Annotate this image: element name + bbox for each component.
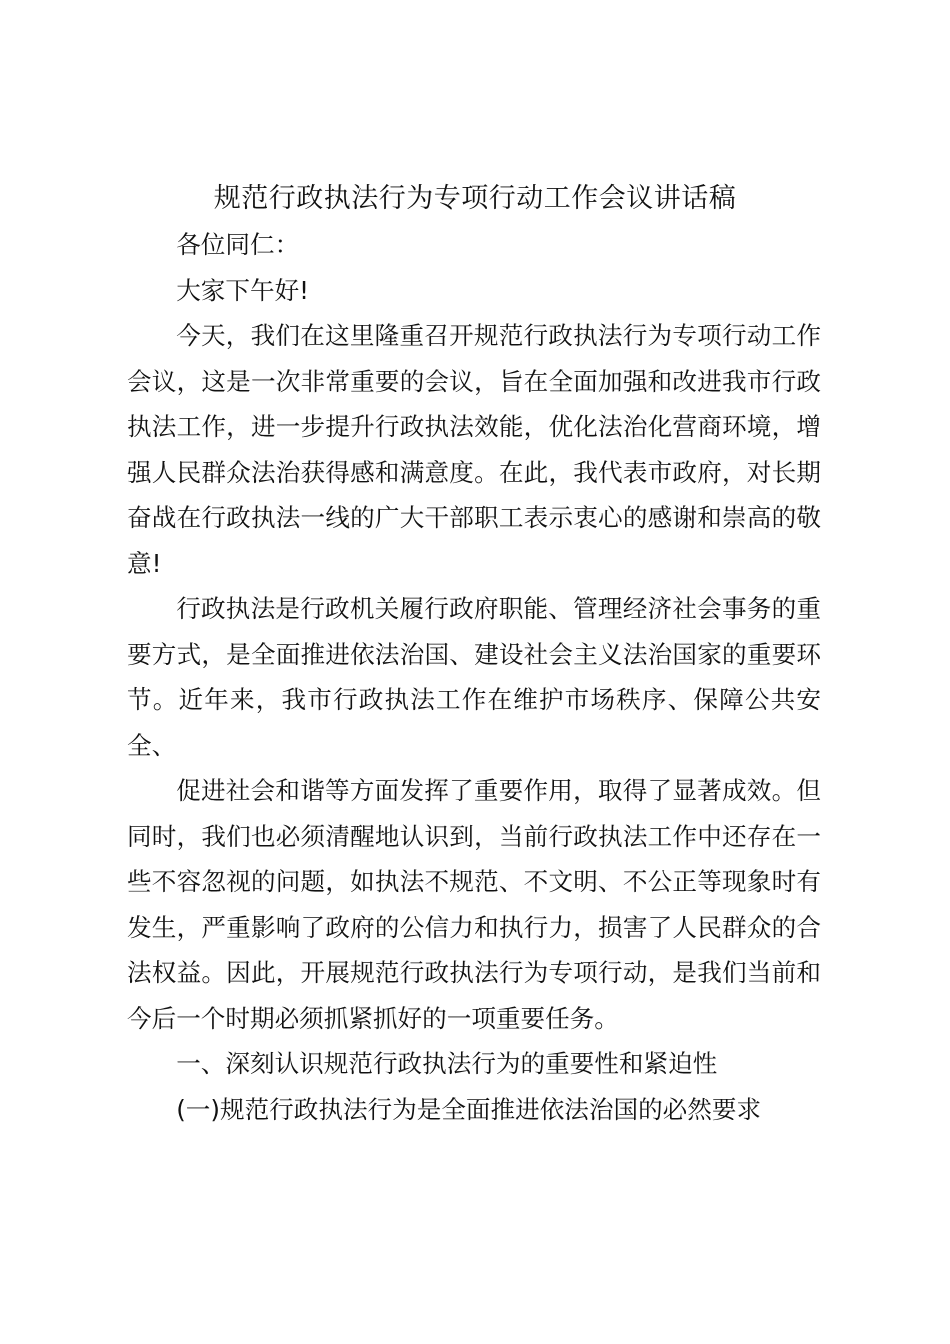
- salutation: 各位同仁：: [176, 230, 300, 259]
- paragraph-opening: 今天，我们在这里隆重召开规范行政执法行为专项行动工作会议，这是一次非常重要的会议，旨在全面加强和改进我市行政执法工作，进一步提升行政执法效能，优化法治化营商环境，增强人民群众法治获得感和满意度。在此，我代表市政府，对长期奋战在行政执法一线的广大干部职工表示衷心的感谢和崇高的敬意!: [127, 321, 821, 578]
- paragraph-importance: 行政执法是行政机关履行政府职能、管理经济社会事务的重要方式，是全面推进依法治国、建设社会主义法治国家的重要环节。近年来，我市行政执法工作在维护市场秩序、保障公共安全、: [127, 594, 821, 760]
- greeting: 大家下午好!: [176, 275, 310, 305]
- document-body: [127, 222, 821, 1132]
- section-heading: 一、深刻认识规范行政执法行为的重要性和紧迫性: [176, 1049, 718, 1078]
- document-title: 规范行政执法行为专项行动工作会议讲话稿: [213, 183, 737, 214]
- paragraph-problems: 促进社会和谐等方面发挥了重要作用，取得了显著成效。但同时，我们也必须清醒地认识到，当前行政执法工作中还存在一些不容忽视的问题，如执法不规范、不文明、不公正等现象时有发生，严重影响了政府的公信力和执行力，损害了人民群众的合法权益。因此，开展规范行政执法行为专项行动，是我们当前和今后一个时期必须抓紧抓好的一项重要任务。: [127, 776, 821, 1033]
- subsection-heading: (一)规范行政执法行为是全面推进依法治国的必然要求: [176, 1094, 762, 1124]
